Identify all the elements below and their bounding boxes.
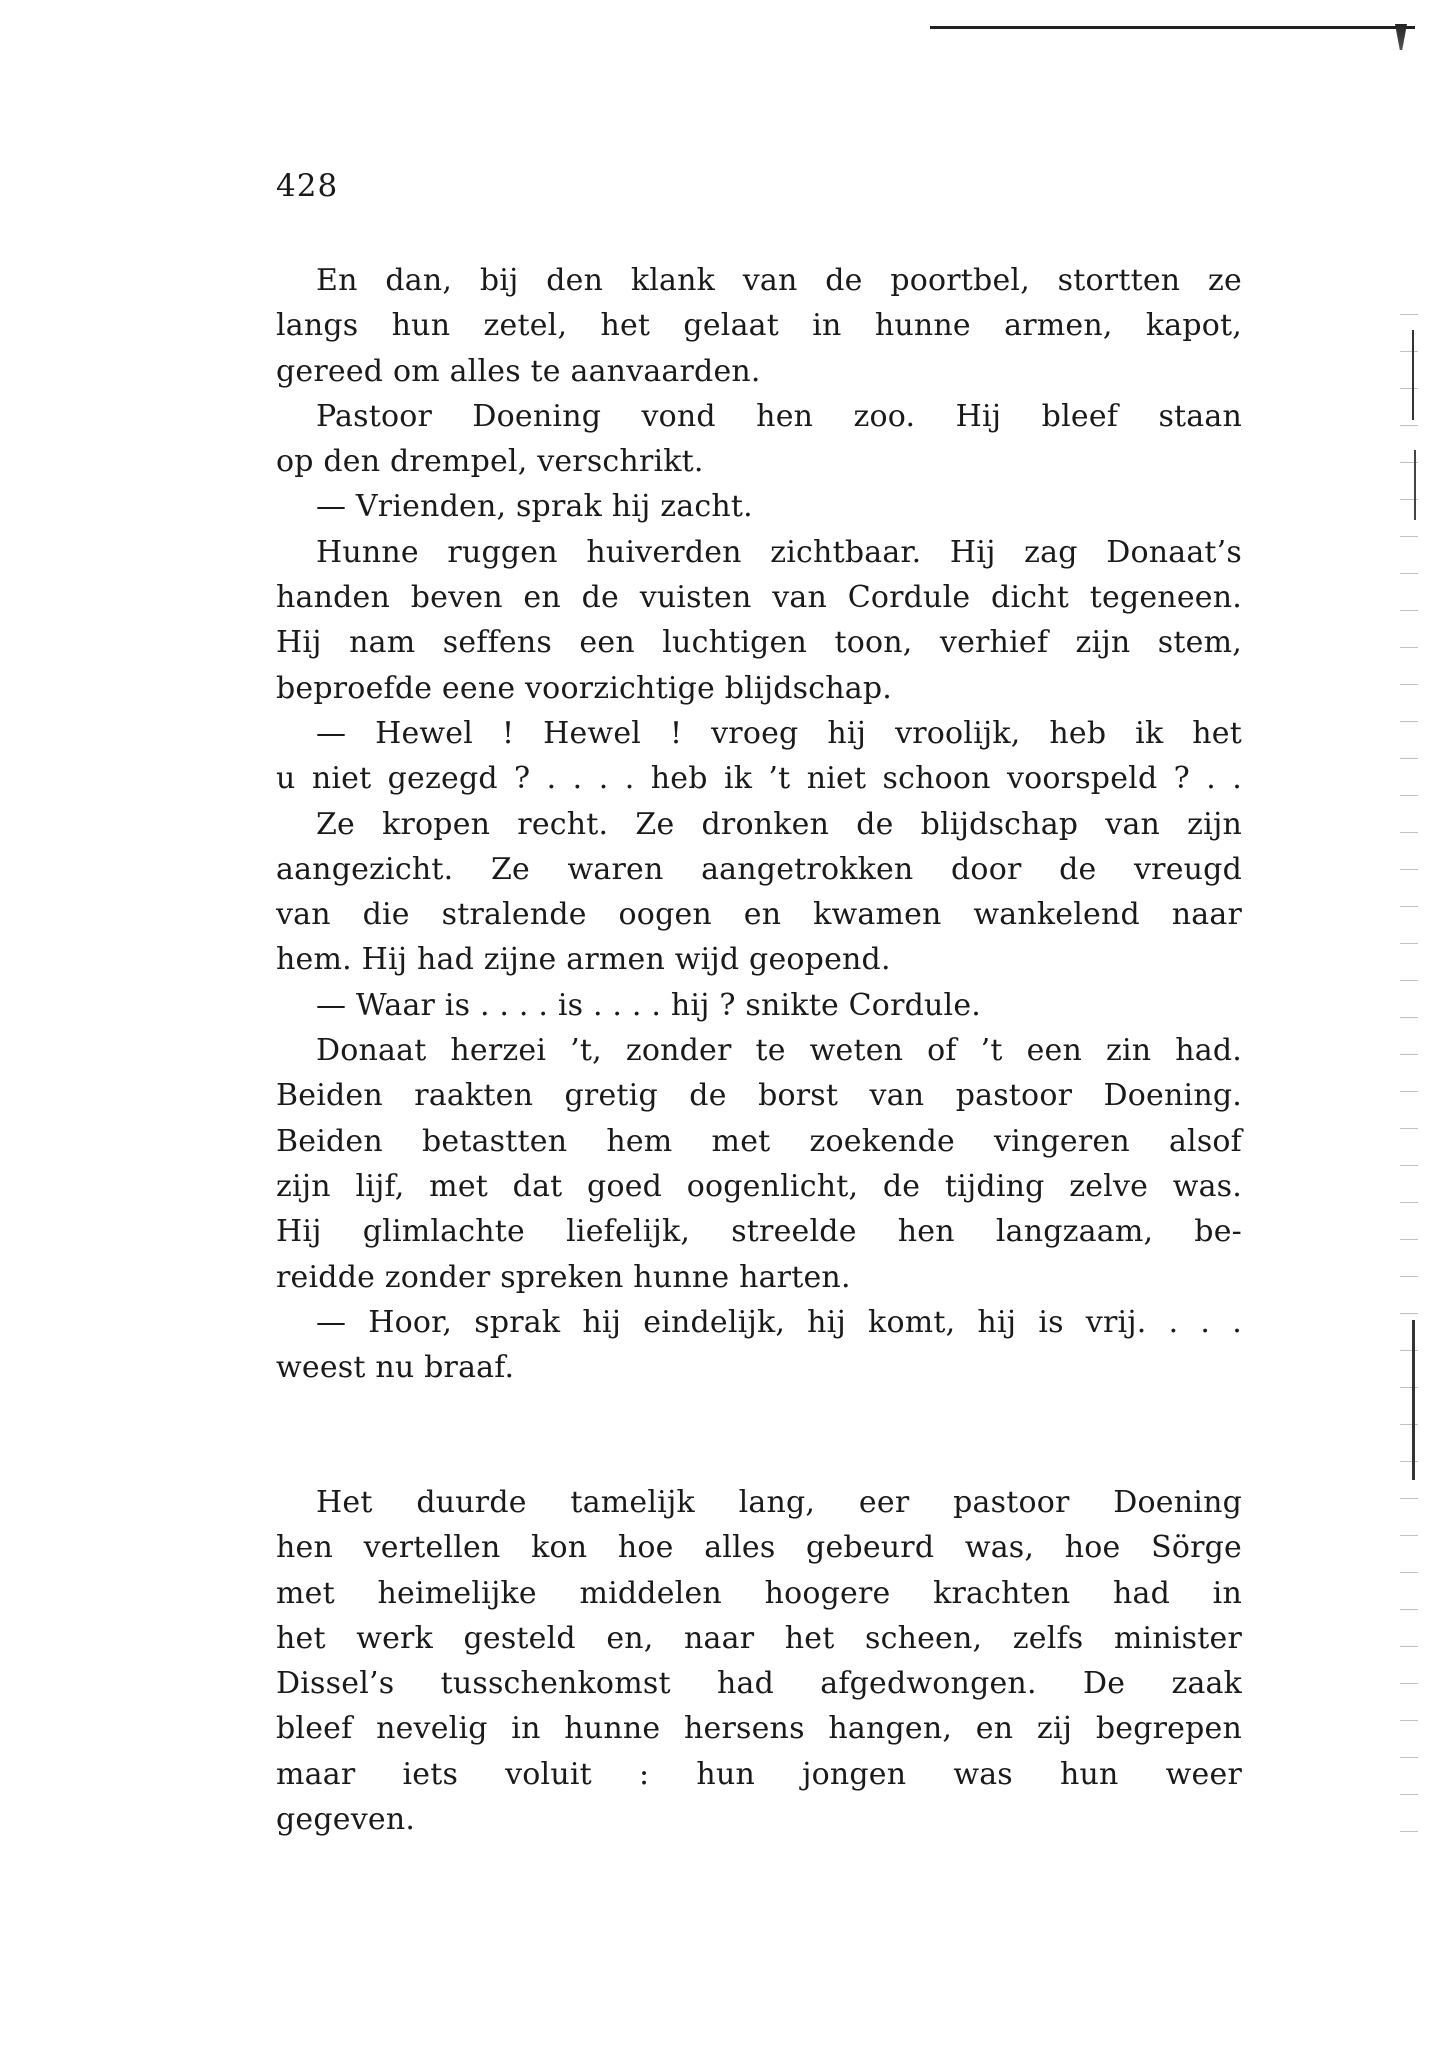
scan-edge-specks [1400, 300, 1418, 1850]
text-line: zijn lijf, met dat goed oogenlicht, de tijding zelve was. [276, 1168, 1242, 1204]
text-line: maar iets voluit : hun jongen was hun weer [276, 1756, 1242, 1792]
scan-edge-line [1412, 1320, 1415, 1480]
text-line: langs hun zetel, het gelaat in hunne armen, kapot, [276, 308, 1242, 344]
text-line: Dissel’s tusschenkomst had afgedwongen. De zaak [276, 1666, 1242, 1702]
text-line: handen beven en de vuisten van Cordule dicht tegeneen. [276, 580, 1242, 616]
text-line: — Waar is . . . . is . . . . hij ? snikte Cordule. [316, 987, 982, 1023]
text-line: met heimelijke middelen hoogere krachten had in [276, 1575, 1242, 1611]
text-line: u niet gezegd ? . . . . heb ik ’t niet schoon voorspeld ? . . [276, 761, 1242, 797]
text-line: Ze kropen recht. Ze dronken de blijdschap van zijn [316, 806, 1242, 842]
text-line: Hunne ruggen huiverden zichtbaar. Hij zag Donaat’s [316, 534, 1242, 570]
page-number: 428 [276, 168, 339, 204]
text-line: Het duurde tamelijk lang, eer pastoor Doening [316, 1485, 1242, 1520]
text-line: hem. Hij had zijne armen wijd geopend. [276, 942, 891, 978]
text-line: aangezicht. Ze waren aangetrokken door de vreugd [276, 851, 1242, 887]
top-rule [930, 26, 1415, 29]
text-line: gereed om alles te aanvaarden. [276, 353, 761, 389]
text-line: Hij nam seffens een luchtigen toon, verhief zijn stem, [276, 625, 1242, 661]
text-line: Beiden betastten hem met zoekende vingeren alsof [276, 1123, 1242, 1159]
text-line: beproefde eene voorzichtige blijdschap. [276, 670, 892, 706]
text-line: weest nu braaf. [276, 1350, 515, 1386]
text-line: gegeven. [276, 1802, 416, 1838]
text-line: Pastoor Doening vond hen zoo. Hij bleef staan [316, 398, 1242, 434]
text-line: En dan, bij den klank van de poortbel, stortten ze [316, 263, 1242, 298]
text-line: op den drempel, verschrikt. [276, 444, 704, 480]
text-line: Hij glimlachte liefelijk, streelde hen langzaam, be- [276, 1214, 1242, 1250]
text-line: Beiden raakten gretig de borst van pastoor Doening. [276, 1078, 1242, 1114]
text-section-one [276, 258, 1242, 1390]
text-line: — Hoor, sprak hij eindelijk, hij komt, hij is vrij. . . . [316, 1304, 1242, 1340]
text-line: Donaat herzei ’t, zonder te weten of ’t een zin had. [316, 1033, 1242, 1069]
text-line: — Vrienden, sprak hij zacht. [316, 489, 753, 525]
text-line: reidde zonder spreken hunne harten. [276, 1259, 851, 1295]
text-line: — Hewel ! Hewel ! vroeg hij vroolijk, heb ik het [316, 715, 1242, 751]
text-line: hen vertellen kon hoe alles gebeurd was, hoe Sörge [276, 1530, 1242, 1566]
scan-edge-line [1414, 450, 1416, 520]
text-line: van die stralende oogen en kwamen wankelend naar [276, 897, 1242, 933]
rule-end-mark [1395, 24, 1407, 50]
text-line: bleef nevelig in hunne hersens hangen, en zij begrepen [276, 1711, 1242, 1747]
text-section-two [276, 1480, 1242, 1842]
scan-edge-line [1412, 330, 1414, 420]
text-line: het werk gesteld en, naar het scheen, zelfs minister [276, 1620, 1242, 1656]
